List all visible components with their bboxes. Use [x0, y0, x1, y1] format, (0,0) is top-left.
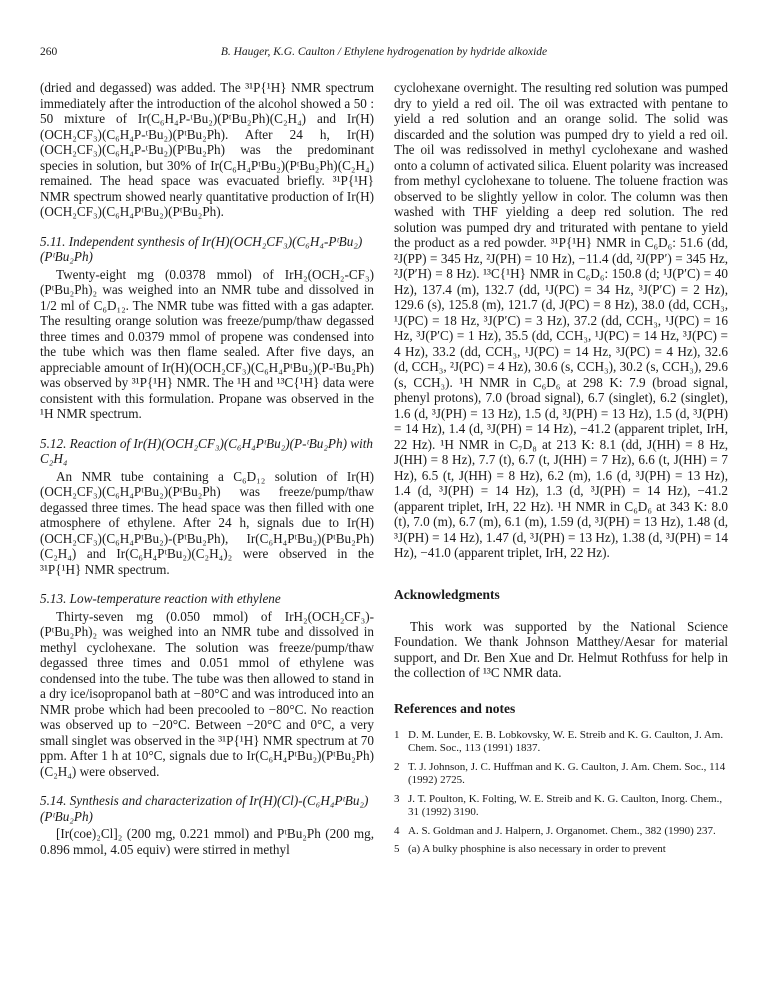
section-body-5-11: Twenty-eight mg (0.0378 mmol) of IrH₂(OCH₂-CF₃)(PᵗBu₂Ph)₂ was weighed into an NMR tube and dissolved in 1/2 ml of C₆D₁₂. The NMR tube was fitted with a gas adapter. The resulting orange solution was freeze/pump/thaw degassed three times and 0.0379 mmol of propene was condensed into the tube which was then flame sealed. After five days, an appreciable amount of Ir(H)(OCH₂CF₃)(C₆H₄PᵗBu₂)(P-ᵗBu₂Ph) was observed by ³¹P{¹H} NMR. The ¹H and ¹³C{¹H} data were consistent with this formulation. Propane was observed in the ¹H NMR spectrum.	[40, 266, 374, 421]
reference-item	[394, 843, 728, 857]
reference-list	[394, 729, 728, 857]
acknowledgments-text: This work was supported by the National Science Foundation. We thank Johnson Matthey/Aesar for material support, and Dr. Ben Xue and Dr. Helmut Rothfuss for help in the collection of ¹³C NMR data.	[394, 618, 728, 680]
reference-text: A. S. Goldman and J. Halpern, J. Organomet. Chem., 382 (1990) 237.	[408, 824, 716, 837]
reference-number: 5	[394, 843, 400, 855]
page-number: 260	[40, 46, 58, 58]
intro-paragraph: (dried and degassed) was added. The ³¹P{¹H} NMR spectrum immediately after the introduction of the alcohol showed a 50 : 50 mixture of Ir(C₆H₄P-ᵗBu₂)(PᵗBu₂Ph)(C₂H₄) and Ir(H)(OCH₂CF₃)(C₆H₄P-ᵗBu₂)(PᵗBu₂Ph). After 24 h, Ir(H)(OCH₂CF₃)(C₆H₄P-ᵗBu₂)(PᵗBu₂Ph) was the predominant species in solution, but 30% of Ir(C₆H₄PᵗBu₂)(PᵗBu₂Ph)(C₂H₄) remained. The head space was evacuated briefly. ³¹P{¹H} NMR spectrum showed nearly quantitative production of Ir(H)(OCH₂CF₃)(C₆H₄PᵗBu₂)(PᵗBu₂Ph).	[40, 80, 374, 219]
section-body-5-12: An NMR tube containing a C₆D₁₂ solution of Ir(H)(OCH₂CF₃)(C₆H₄PᵗBu₂)(PᵗBu₂Ph) was freeze/pump/thaw degassed three times. The head space was then filled with one atmosphere of ethylene. After 24 h, signals due to Ir(H)(OCH₂CF₃)(C₆H₄PᵗBu₂)-(PᵗBu₂Ph), Ir(C₆H₄PᵗBu₂)(PᵗBu₂Ph)(C₂H₄) and Ir(C₆H₄PᵗBu₂)(C₂H₄)₂ were observed in the ³¹P{¹H} NMR spectrum.	[40, 468, 374, 577]
right-column	[394, 80, 728, 862]
reference-number: 3	[394, 792, 400, 805]
section-body-5-13: Thirty-seven mg (0.050 mmol) of IrH₂(OCH₂CF₃)-(PᵗBu₂Ph)₂ was weighed into an NMR tube and dissolved in methyl cyclohexane. The solution was freeze/pump/thaw degassed three times and 0.051 mmol of ethylene was condensed into the tube. The tube was then allowed to stand in a dry ice/isopropanol bath at −80°C and was introduced into an NMR probe which had been precooled to −80°C. No reaction was observed up to −20°C. Between −20°C and 0°C, a very small singlet was observed in the ³¹P{¹H} NMR spectrum at 70 ppm. After 1 h at 10°C, signals due to Ir(C₆H₄PᵗBu₂)(PᵗBu₂Ph)(C₂H₄) were observed.	[40, 608, 374, 779]
page-header	[40, 46, 728, 62]
acknowledgments-heading: Acknowledgments	[394, 586, 500, 602]
left-column	[40, 80, 374, 857]
section-body-5-14: [Ir(coe)₂Cl]₂ (200 mg, 0.221 mmol) and PᵗBu₂Ph (200 mg, 0.896 mmol, 4.05 equiv) were stirred in methyl	[40, 826, 374, 857]
reference-number: 1	[394, 728, 400, 741]
reference-number: 2	[394, 760, 400, 773]
reference-text: J. T. Poulton, K. Folting, W. E. Streib and K. G. Caulton, Inorg. Chem., 31 (1992) 3190.	[408, 792, 723, 818]
reference-text: T. J. Johnson, J. C. Huffman and K. G. Caulton, J. Am. Chem. Soc., 114 (1992) 2725.	[408, 760, 726, 786]
reference-item	[394, 761, 728, 788]
reference-text: (a) A bulky phosphine is also necessary in order to prevent	[408, 843, 666, 855]
reference-item	[394, 825, 728, 839]
reference-item	[394, 793, 728, 820]
running-head: B. Hauger, K.G. Caulton / Ethylene hydrogenation by hydride alkoxide	[220, 46, 548, 58]
section-heading-5-13: 5.13. Low-temperature reaction with ethylene	[40, 591, 281, 606]
references-heading: References and notes	[394, 700, 516, 716]
section-heading-5-12: 5.12. Reaction of Ir(H)(OCH₂CF₃)(C₆H₄PᵗBu₂)(P-ᵗBu₂Ph) with C₂H₄	[40, 435, 373, 466]
section-heading-5-11: 5.11. Independent synthesis of Ir(H)(OCH₂CF₃)(C₆H₄-PᵗBu₂)(PᵗBu₂Ph)	[40, 233, 363, 264]
section-heading-5-14: 5.14. Synthesis and characterization of Ir(H)(Cl)-(C₆H₄PᵗBu₂)(PᵗBu₂Ph)	[40, 793, 369, 824]
reference-item	[394, 729, 728, 756]
reference-text: D. M. Lunder, E. B. Lobkovsky, W. E. Streib and K. G. Caulton, J. Am. Chem. Soc., 113 (1991) 1837.	[408, 728, 724, 754]
reference-number: 4	[394, 824, 400, 837]
continuation-paragraph: cyclohexane overnight. The resulting red solution was pumped dry to yield a red oil. The oil was extracted with pentane to yield a red solution and an orange solid. The solid was discarded and the solution was pumped dry to yield a red oil. The oil was redissolved in methyl cyclohexane and washed onto a column of activated silica. Eluent polarity was increased from methyl cyclohexane to toluene. The toluene fraction was observed to be slightly yellow in color. The column was then washed with THF yielding a deep red solution. The red solution was pumped dry and triturated with pentane to yield the product as a red powder. ³¹P{¹H} NMR in C₆D₆: 51.6 (dd, ²J(PP) = 345 Hz, ²J(PH) = 10 Hz), −11.4 (dd, ²J(PP′) = 345 Hz, ²J(P′H) = 8 Hz). ¹³C{¹H} NMR in C₆D₆: 150.8 (d; ¹J(P′C) = 40 Hz), 137.4 (m), 132.7 (dd, ¹J(PC) = 34 Hz, ³J(P′C) = 2 Hz), 129.6 (s), 125.8 (m), 121.7 (d, J(PC) = 8 Hz), 38.0 (dd, CCH₃, ¹J(PC) = 18 Hz, ³J(P′C) = 3 Hz), 37.2 (dd, CCH₃, ¹J(PC) = 16 Hz, ³J(P′C) = 1 Hz), 35.5 (dd, CCH₃, ¹J(PC) = 14 Hz, ³J(PC) = 4 Hz), 33.2 (dd, CCH₃, ¹J(PC) = 14 Hz, ³J(PC) = 4 Hz), 32.6 (d, CCH₃, ²J(PC) = 4 Hz), 30.6 (s, CCH₃), 30.2 (s, CCH₃), 29.6 (s, CCH₃). ¹H NMR in C₆D₆ at 298 K: 7.9 (broad signal, phenyl protons), 7.0 (broad signal), 6.7 (singlet), 6.2 (singlet), 1.6 (d, ³J(PH) = 13 Hz), 1.5 (d, ³J(PH) = 13 Hz), 1.5 (d, ³J(PH) = 14 Hz), 1.4 (d, ³J(PH) = 14 Hz), −41.2 (apparent triplet, IrH, 22 Hz). ¹H NMR in C₇D₈ at 213 K: 8.1 (dd, J(HH) = 8 Hz, J(HH) = 8 Hz), 7.7 (t), 6.7 (t, J(HH) = 7 Hz), 6.6 (t, J(HH) = 7 Hz), 6.5 (t, J(HH) = 8 Hz), 6.2 (m), 1.6 (d, ³J(PH) = 13 Hz), 1.4 (d, ³J(PH) = 14 Hz), 1.3 (d, ³J(PH) = 14 Hz), −41.2 (apparent triplet, IrH, 22 Hz). ¹H NMR in C₆D₆ at 343 K: 8.0 (t), 7.0 (m), 6.7 (m), 6.1 (m), 1.59 (d, ³J(PH) = 13 Hz), 1.48 (d, ³J(PH) = 14 Hz), 1.47 (d, ³J(PH) = 13 Hz), 1.38 (d, ³J(PH) = 14 Hz), −41.0 (apparent triplet, IrH, 22 Hz).	[394, 80, 728, 560]
